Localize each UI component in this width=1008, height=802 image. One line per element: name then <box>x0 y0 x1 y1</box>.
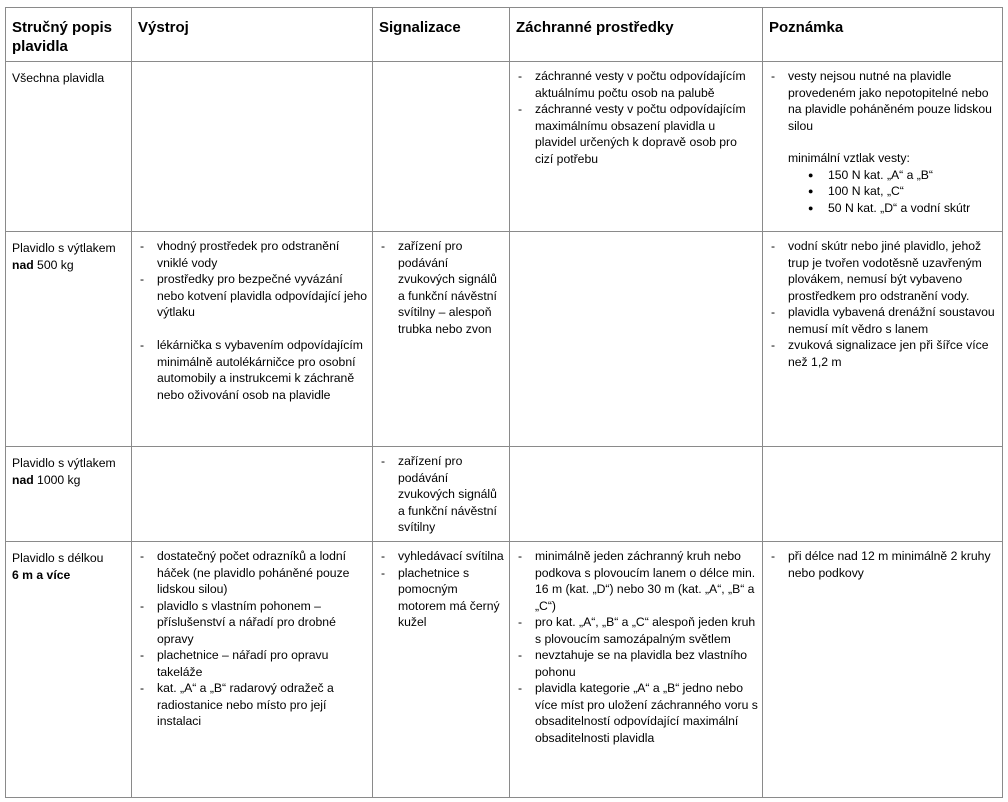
list-item: - při délce nad 12 m minimálně 2 kruhy nebo podkovy <box>763 548 998 581</box>
list-item: - kat. „A“ a „B“ radarový odražeč a radiostanice nebo místo pro její instalaci <box>132 680 368 730</box>
note-cell <box>763 447 1003 542</box>
list-item: - vyhledávací svítilna <box>373 548 505 565</box>
equipment-cell <box>132 62 373 232</box>
description-bold: nad <box>12 472 34 487</box>
note-cell <box>763 62 1003 232</box>
vessel-description <box>6 447 132 542</box>
header-equipment: Výstroj <box>132 8 373 62</box>
signaling-list <box>373 542 509 631</box>
list-item: - dostatečný počet odrazníků a lodní háček (ne plavidlo poháněné pouze lidskou silou) <box>132 548 368 598</box>
rescue-cell <box>510 447 763 542</box>
list-item: - vesty nejsou nutné na plavidle provedeném jako nepotopitelné nebo na plavidle poháněném pouze lidskou silou <box>763 68 998 134</box>
note-cell <box>763 232 1003 447</box>
header-description: Stručný popis plavidla <box>6 8 132 62</box>
table-row <box>6 62 1003 232</box>
header-note: Poznámka <box>763 8 1003 62</box>
list-item: - záchranné vesty v počtu odpovídajícím maximálnímu obsazení plavidla u plavidel určených k dopravě osob pro cizí potřebu <box>510 101 758 167</box>
list-item: - plavidla vybavená drenážní soustavou nemusí mít vědro s lanem <box>763 304 998 337</box>
description-bold: nad <box>12 257 34 272</box>
signaling-list <box>373 232 509 337</box>
description-prefix: Plavidlo s výtlakem <box>12 241 116 255</box>
vessel-description <box>6 62 132 232</box>
rescue-list <box>510 62 762 167</box>
header-row <box>6 8 1003 62</box>
note-list <box>763 232 1002 370</box>
equipment-cell <box>132 542 373 798</box>
vessel-description <box>6 232 132 447</box>
signaling-list <box>373 447 509 536</box>
equipment-list <box>132 542 372 730</box>
table-row <box>6 447 1003 542</box>
list-item: - plavidla kategorie „A“ a „B“ jedno nebo více míst pro uložení záchranného voru s obsaditelností odpovídající maximální obsaditelnosti plavidla <box>510 680 758 746</box>
table-row <box>6 542 1003 798</box>
list-item: ● 50 N kat. „D“ a vodní skútr <box>808 200 998 217</box>
vest-buoyancy-lead: minimální vztlak vesty: <box>788 151 910 165</box>
equipment-cell <box>132 232 373 447</box>
list-item: - plachetnice – nářadí pro opravu takeláže <box>132 647 368 680</box>
vest-buoyancy-list <box>788 167 998 217</box>
signaling-cell <box>373 447 510 542</box>
vest-buoyancy-block <box>763 150 1002 216</box>
note-list <box>763 542 1002 581</box>
list-item: ● 100 N kat, „C“ <box>808 183 998 200</box>
equipment-list <box>132 232 372 403</box>
description-bold: 6 m a více <box>12 567 71 582</box>
description-text: Všechna plavidla <box>12 71 105 85</box>
signaling-cell <box>373 232 510 447</box>
equipment-cell <box>132 447 373 542</box>
vessel-description <box>6 542 132 798</box>
list-item: - pro kat. „A“, „B“ a „C“ alespoň jeden kruh s plovoucím samozápalným světlem <box>510 614 758 647</box>
table-row <box>6 232 1003 447</box>
list-item: - plavidlo s vlastním pohonem – příslušenství a nářadí pro drobné opravy <box>132 598 368 648</box>
list-item: - zařízení pro podávání zvukových signálů a funkční návěstní svítilny <box>373 453 505 536</box>
signaling-cell <box>373 62 510 232</box>
list-item: - nevztahuje se na plavidla bez vlastního pohonu <box>510 647 758 680</box>
description-prefix: Plavidlo s výtlakem <box>12 456 116 470</box>
note-cell <box>763 542 1003 798</box>
rescue-cell <box>510 232 763 447</box>
list-item: - vhodný prostředek pro odstranění vniklé vody <box>132 238 368 271</box>
list-item: ● 150 N kat. „A“ a „B“ <box>808 167 998 184</box>
list-item: - lékárnička s vybavením odpovídajícím minimálně autolékárničce pro osobní automobily a instrukcemi k záchraně nebo oživování osob na plavidle <box>132 337 368 403</box>
list-item: - zvuková signalizace jen při šířce více než 1,2 m <box>763 337 998 370</box>
vessel-equipment-table <box>5 7 1003 798</box>
description-suffix: 1000 kg <box>33 472 81 487</box>
header-signaling: Signalizace <box>373 8 510 62</box>
header-rescue: Záchranné prostředky <box>510 8 763 62</box>
list-item: - vodní skútr nebo jiné plavidlo, jehož trup je tvořen vodotěsně uzavřeným plovákem, nemusí být vybaveno prostředkem pro odstranění vody. <box>763 238 998 304</box>
rescue-cell <box>510 62 763 232</box>
description-suffix: 500 kg <box>33 257 74 272</box>
list-item: - minimálně jeden záchranný kruh nebo podkova s plovoucím lanem o délce min. 16 m (kat. „D“) nebo 30 m (kat. „A“, „B“ a „C“) <box>510 548 758 614</box>
rescue-list <box>510 542 762 746</box>
rescue-cell <box>510 542 763 798</box>
list-item: - zařízení pro podávání zvukových signálů a funkční návěstní svítilny – alespoň trubka nebo zvon <box>373 238 505 337</box>
list-item: - plachetnice s pomocným motorem má černý kužel <box>373 565 505 631</box>
list-item: - záchranné vesty v počtu odpovídajícím aktuálnímu počtu osob na palubě <box>510 68 758 101</box>
list-item: - prostředky pro bezpečné vyvázání nebo kotvení plavidla odpovídající jeho výtlaku <box>132 271 368 321</box>
note-list <box>763 62 1002 134</box>
signaling-cell <box>373 542 510 798</box>
description-prefix: Plavidlo s délkou <box>12 551 104 565</box>
